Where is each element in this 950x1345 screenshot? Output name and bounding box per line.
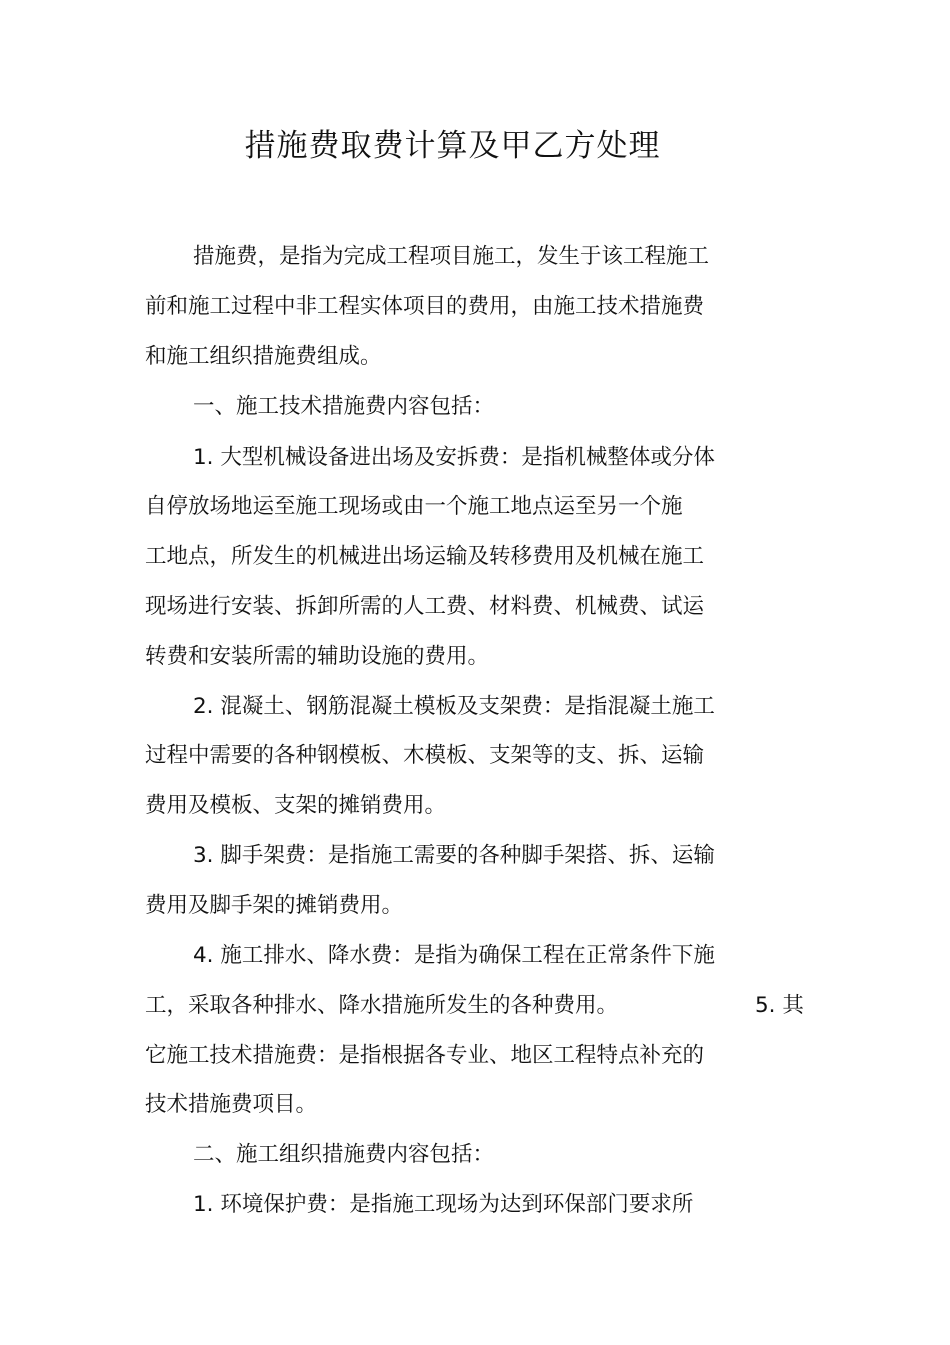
paragraph-line: 过程中需要的各种钢模板、木模板、支架等的支、拆、运输 bbox=[145, 743, 705, 768]
section-heading: 一、施工技术措施费内容包括： bbox=[193, 394, 495, 419]
paragraph-line: 措施费，是指为完成工程项目施工，发生于该工程施工 bbox=[193, 244, 710, 269]
section-heading: 二、施工组织措施费内容包括： bbox=[193, 1142, 495, 1167]
list-item-line: 4. 施工排水、降水费：是指为确保工程在正常条件下施 bbox=[193, 943, 715, 968]
list-item-line: 1. 环境保护费：是指施工现场为达到环保部门要求所 bbox=[193, 1192, 694, 1217]
paragraph-line: 它施工技术措施费：是指根据各专业、地区工程特点补充的 bbox=[145, 1043, 705, 1068]
list-item-number: 5. 其 bbox=[755, 993, 804, 1018]
paragraph-line: 转费和安装所需的辅助设施的费用。 bbox=[145, 644, 490, 669]
paragraph-line: 前和施工过程中非工程实体项目的费用，由施工技术措施费 bbox=[145, 294, 705, 319]
paragraph-line: 费用及脚手架的摊销费用。 bbox=[145, 893, 404, 918]
paragraph-line: 费用及模板、支架的摊销费用。 bbox=[145, 793, 447, 818]
paragraph-line: 技术措施费项目。 bbox=[145, 1092, 318, 1117]
list-item-line: 3. 脚手架费：是指施工需要的各种脚手架搭、拆、运输 bbox=[193, 843, 715, 868]
paragraph-line: 自停放场地运至施工现场或由一个施工地点运至另一个施 bbox=[145, 494, 683, 519]
page-title: 措施费取费计算及甲乙方处理 bbox=[244, 128, 661, 164]
paragraph-line: 工，采取各种排水、降水措施所发生的各种费用。 bbox=[145, 993, 619, 1018]
paragraph-line: 工地点，所发生的机械进出场运输及转移费用及机械在施工 bbox=[145, 544, 705, 569]
list-item-line: 1. 大型机械设备进出场及安拆费：是指机械整体或分体 bbox=[193, 445, 715, 470]
list-item-line: 2. 混凝土、钢筋混凝土模板及支架费：是指混凝土施工 bbox=[193, 694, 715, 719]
paragraph-line: 和施工组织措施费组成。 bbox=[145, 344, 382, 369]
paragraph-line: 现场进行安装、拆卸所需的人工费、材料费、机械费、试运 bbox=[145, 594, 705, 619]
